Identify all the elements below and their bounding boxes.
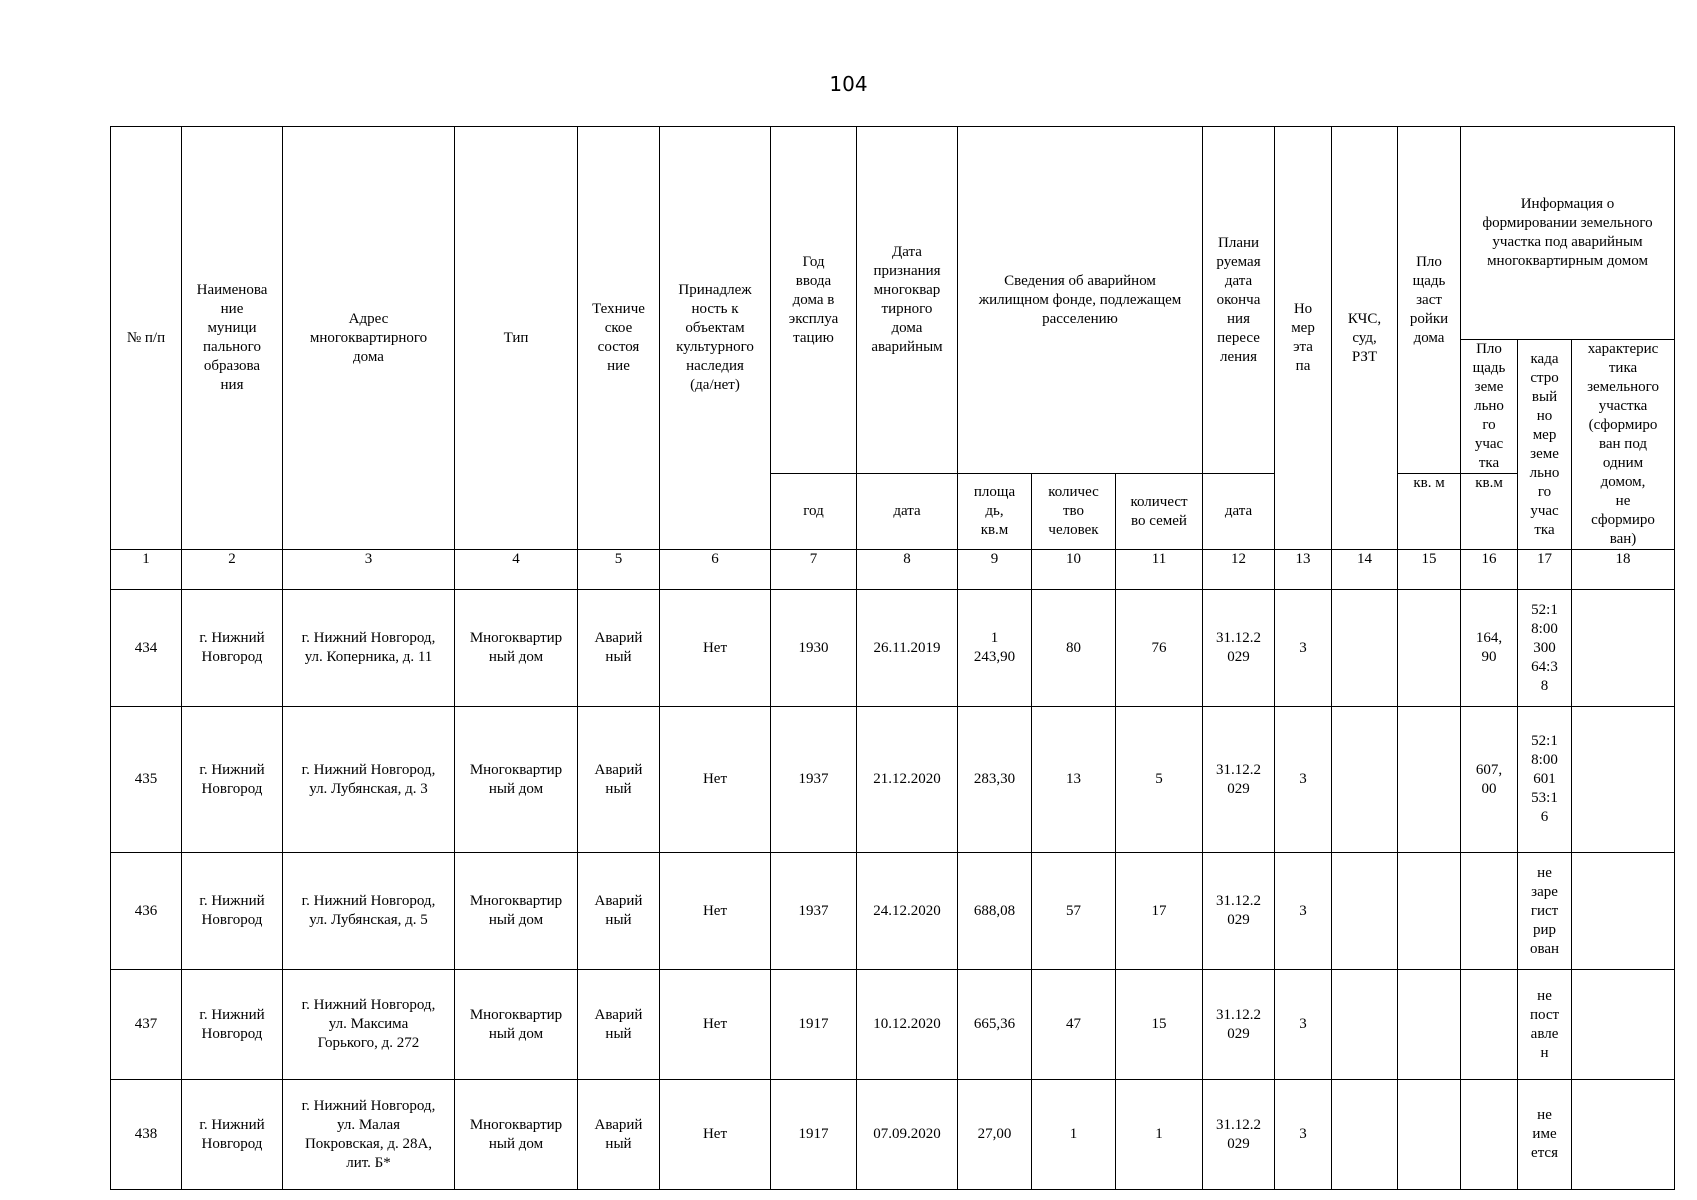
header-land-group: Информация о формировании земельного участка под аварийным многоквартирным домом <box>1461 127 1675 340</box>
column-number: 17 <box>1518 550 1572 590</box>
table-row <box>111 707 1675 853</box>
cell-area: 283,30 <box>958 707 1032 853</box>
header-address: Адрес многоквартирного дома <box>283 127 455 550</box>
column-number-row <box>111 550 1675 590</box>
cell-land-area: 607, 00 <box>1461 707 1518 853</box>
column-number: 18 <box>1572 550 1675 590</box>
cell-municipality: г. Нижний Новгород <box>182 853 283 970</box>
column-number: 8 <box>857 550 958 590</box>
cell-kchs <box>1332 707 1398 853</box>
cell-cadastral: не заре гист рир ован <box>1518 853 1572 970</box>
cell-stage: 3 <box>1275 970 1332 1080</box>
cell-municipality: г. Нижний Новгород <box>182 590 283 707</box>
cell-families: 5 <box>1116 707 1203 853</box>
cell-families: 1 <box>1116 1080 1203 1190</box>
cell-type: Многоквартир ный дом <box>455 707 578 853</box>
cell-stage: 3 <box>1275 707 1332 853</box>
cell-type: Многоквартир ный дом <box>455 853 578 970</box>
cell-land-area <box>1461 970 1518 1080</box>
header-date-group: Дата признания многоквар тирного дома аварийным <box>857 127 958 474</box>
column-number: 7 <box>771 550 857 590</box>
cell-area: 27,00 <box>958 1080 1032 1190</box>
column-number: 15 <box>1398 550 1461 590</box>
cell-stage: 3 <box>1275 853 1332 970</box>
cell-people: 80 <box>1032 590 1116 707</box>
cell-people: 1 <box>1032 1080 1116 1190</box>
cell-area: 688,08 <box>958 853 1032 970</box>
cell-planned: 31.12.2 029 <box>1203 970 1275 1080</box>
cell-people: 13 <box>1032 707 1116 853</box>
table-row <box>111 970 1675 1080</box>
cell-state: Аварий ный <box>578 707 660 853</box>
header-kchs: КЧС, суд, РЗТ <box>1332 127 1398 550</box>
cell-date: 21.12.2020 <box>857 707 958 853</box>
header-land-area: Пло щадь земе льно го учас тка <box>1461 340 1518 474</box>
emergency-housing-table <box>110 126 1675 1190</box>
cell-date: 07.09.2020 <box>857 1080 958 1190</box>
cell-land-char <box>1572 590 1675 707</box>
cell-kchs <box>1332 1080 1398 1190</box>
header-land-area-unit: кв.м <box>1461 474 1518 550</box>
cell-cadastral: не име ется <box>1518 1080 1572 1190</box>
column-number: 14 <box>1332 550 1398 590</box>
column-number: 4 <box>455 550 578 590</box>
cell-num: 435 <box>111 707 182 853</box>
column-number: 11 <box>1116 550 1203 590</box>
column-number: 13 <box>1275 550 1332 590</box>
cell-cadastral: 52:1 8:00 300 64:3 8 <box>1518 590 1572 707</box>
cell-num: 437 <box>111 970 182 1080</box>
cell-people: 47 <box>1032 970 1116 1080</box>
column-number: 9 <box>958 550 1032 590</box>
cell-cadastral: 52:1 8:00 601 53:1 6 <box>1518 707 1572 853</box>
cell-kchs <box>1332 590 1398 707</box>
cell-planned: 31.12.2 029 <box>1203 590 1275 707</box>
header-heritage: Принадлеж ность к объектам культурного наследия (да/нет) <box>660 127 771 550</box>
header-cadastral: када стро вый но мер земе льно го учас тка <box>1518 340 1572 550</box>
header-planned-sub: дата <box>1203 474 1275 550</box>
header-built-area-group: Пло щадь заст ройки дома <box>1398 127 1461 474</box>
header-year-sub: год <box>771 474 857 550</box>
cell-built-area <box>1398 590 1461 707</box>
column-number: 3 <box>283 550 455 590</box>
header-land-char: характерис тика земельного участка (сформиро ван под одним домом, не сформиро ван) <box>1572 340 1675 550</box>
cell-address: г. Нижний Новгород, ул. Коперника, д. 11 <box>283 590 455 707</box>
cell-state: Аварий ный <box>578 590 660 707</box>
cell-type: Многоквартир ный дом <box>455 590 578 707</box>
header-type: Тип <box>455 127 578 550</box>
header-families-sub: количест во семей <box>1116 474 1203 550</box>
column-number: 10 <box>1032 550 1116 590</box>
cell-state: Аварий ный <box>578 970 660 1080</box>
table-row <box>111 1080 1675 1190</box>
cell-land-char <box>1572 1080 1675 1190</box>
header-housing-group: Сведения об аварийном жилищном фонде, подлежащем расселению <box>958 127 1203 474</box>
column-number: 1 <box>111 550 182 590</box>
cell-area: 665,36 <box>958 970 1032 1080</box>
header-area-sub: площа дь, кв.м <box>958 474 1032 550</box>
cell-state: Аварий ный <box>578 1080 660 1190</box>
cell-type: Многоквартир ный дом <box>455 970 578 1080</box>
cell-year: 1937 <box>771 707 857 853</box>
cell-area: 1 243,90 <box>958 590 1032 707</box>
cell-kchs <box>1332 853 1398 970</box>
cell-num: 434 <box>111 590 182 707</box>
cell-built-area <box>1398 707 1461 853</box>
cell-year: 1930 <box>771 590 857 707</box>
cell-cadastral: не пост авле н <box>1518 970 1572 1080</box>
cell-kchs <box>1332 970 1398 1080</box>
column-number: 5 <box>578 550 660 590</box>
cell-land-area <box>1461 853 1518 970</box>
cell-heritage: Нет <box>660 590 771 707</box>
cell-municipality: г. Нижний Новгород <box>182 970 283 1080</box>
cell-year: 1917 <box>771 970 857 1080</box>
cell-land-char <box>1572 970 1675 1080</box>
cell-land-char <box>1572 853 1675 970</box>
header-year-group: Год ввода дома в эксплуа тацию <box>771 127 857 474</box>
page-number: 104 <box>829 72 868 96</box>
cell-families: 17 <box>1116 853 1203 970</box>
cell-stage: 3 <box>1275 590 1332 707</box>
cell-land-char <box>1572 707 1675 853</box>
column-number: 2 <box>182 550 283 590</box>
cell-heritage: Нет <box>660 970 771 1080</box>
cell-heritage: Нет <box>660 1080 771 1190</box>
header-people-sub: количес тво человек <box>1032 474 1116 550</box>
table-row <box>111 590 1675 707</box>
header-stage: Но мер эта па <box>1275 127 1332 550</box>
cell-address: г. Нижний Новгород, ул. Малая Покровская, д. 28А, лит. Б* <box>283 1080 455 1190</box>
cell-planned: 31.12.2 029 <box>1203 853 1275 970</box>
table-row <box>111 853 1675 970</box>
cell-families: 76 <box>1116 590 1203 707</box>
cell-date: 26.11.2019 <box>857 590 958 707</box>
cell-num: 438 <box>111 1080 182 1190</box>
cell-land-area <box>1461 1080 1518 1190</box>
cell-address: г. Нижний Новгород, ул. Лубянская, д. 3 <box>283 707 455 853</box>
header-built-area-sub: кв. м <box>1398 474 1461 550</box>
cell-municipality: г. Нижний Новгород <box>182 1080 283 1190</box>
cell-year: 1917 <box>771 1080 857 1190</box>
header-date-sub: дата <box>857 474 958 550</box>
cell-land-area: 164, 90 <box>1461 590 1518 707</box>
cell-heritage: Нет <box>660 707 771 853</box>
cell-stage: 3 <box>1275 1080 1332 1190</box>
header-num: № п/п <box>111 127 182 550</box>
header-municipality: Наименова ние муници пального образова ния <box>182 127 283 550</box>
cell-municipality: г. Нижний Новгород <box>182 707 283 853</box>
cell-planned: 31.12.2 029 <box>1203 1080 1275 1190</box>
column-number: 6 <box>660 550 771 590</box>
column-number: 12 <box>1203 550 1275 590</box>
cell-people: 57 <box>1032 853 1116 970</box>
header-planned-group: Плани руемая дата оконча ния пересе ления <box>1203 127 1275 474</box>
cell-state: Аварий ный <box>578 853 660 970</box>
cell-date: 10.12.2020 <box>857 970 958 1080</box>
header-row-main <box>111 127 1675 340</box>
cell-built-area <box>1398 853 1461 970</box>
cell-heritage: Нет <box>660 853 771 970</box>
column-number: 16 <box>1461 550 1518 590</box>
cell-built-area <box>1398 1080 1461 1190</box>
cell-year: 1937 <box>771 853 857 970</box>
cell-built-area <box>1398 970 1461 1080</box>
cell-address: г. Нижний Новгород, ул. Максима Горького, д. 272 <box>283 970 455 1080</box>
cell-num: 436 <box>111 853 182 970</box>
cell-planned: 31.12.2 029 <box>1203 707 1275 853</box>
cell-families: 15 <box>1116 970 1203 1080</box>
cell-date: 24.12.2020 <box>857 853 958 970</box>
cell-address: г. Нижний Новгород, ул. Лубянская, д. 5 <box>283 853 455 970</box>
header-tech-state: Техниче ское состоя ние <box>578 127 660 550</box>
cell-type: Многоквартир ный дом <box>455 1080 578 1190</box>
